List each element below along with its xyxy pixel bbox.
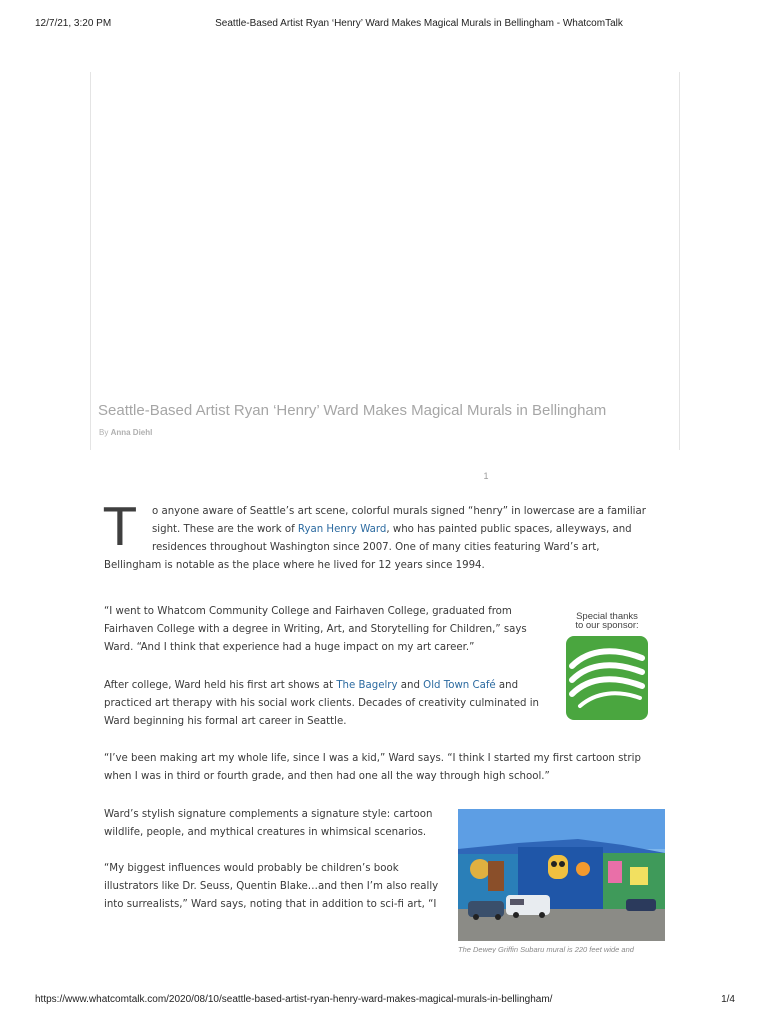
print-header bbox=[0, 18, 768, 32]
link-the-bagelry[interactable]: The Bagelry bbox=[336, 680, 398, 691]
paragraph-signature-style: Ward’s stylish signature complements a signature style: cartoon wildlife, people, and mythical creatures in whimsical scenarios. bbox=[104, 809, 433, 838]
sponsor-label-line1: Special thanks bbox=[576, 611, 638, 622]
drop-cap: T bbox=[104, 498, 136, 558]
paragraph-influences: “My biggest influences would probably be children’s book illustrators like Dr. Seuss, Quentin Blake…and then I’m also really into surrealists,” Ward says, noting that in addition to sci-fi art, “I bbox=[104, 863, 439, 910]
shows-text-1: After college, Ward held his first art shows at bbox=[104, 680, 337, 691]
intro-text-2: , who has painted public spaces, alleyways, and residences throughout Washington since 2007. One of many cities featuring Ward’s art, bbox=[152, 524, 632, 553]
mural-photo bbox=[458, 809, 665, 941]
paragraph-quote-college: “I went to Whatcom Community College and Fairhaven College, graduated from Fairhaven College with a degree in Writing, Art, and Storytelling for Children,” says Ward. “And I think that experience had a huge impact on my art career.” bbox=[104, 606, 527, 653]
author-link[interactable]: Anna Diehl bbox=[110, 428, 153, 437]
link-ryan-henry-ward[interactable]: Ryan Henry Ward bbox=[297, 524, 387, 535]
sponsor-logo[interactable] bbox=[566, 636, 648, 720]
byline bbox=[99, 428, 152, 437]
paragraph-first-shows bbox=[104, 677, 544, 731]
sponsor-label-line2: to our sponsor: bbox=[575, 620, 639, 631]
print-page-number: 1/4 bbox=[721, 994, 735, 1005]
page-indicator[interactable]: 1 bbox=[483, 471, 489, 481]
intro-text-1: o anyone aware of Seattle’s art scene, colorful murals signed “henry” in lowercase are a familiar sight. These are the work of bbox=[152, 506, 646, 535]
hero-image-area bbox=[90, 72, 680, 450]
link-old-town-cafe[interactable]: Old Town Café bbox=[423, 680, 496, 691]
print-page-title: Seattle-Based Artist Ryan ‘Henry’ Ward Makes Magical Murals in Bellingham - WhatcomTalk bbox=[215, 18, 623, 29]
article-title: Seattle-Based Artist Ryan ‘Henry’ Ward Makes Magical Murals in Bellingham bbox=[98, 402, 607, 419]
print-url: https://www.whatcomtalk.com/2020/08/10/seattle-based-artist-ryan-henry-ward-makes-magical-murals-in-bellingham/ bbox=[35, 994, 553, 1005]
shows-text-3: and practiced art therapy with his social work clients. Decades of creativity culminated in Ward beginning his formal art career in Seattle. bbox=[104, 680, 539, 727]
shows-text-2: and bbox=[397, 680, 424, 691]
sponsor-label bbox=[563, 612, 651, 630]
print-datetime: 12/7/21, 3:20 PM bbox=[35, 18, 112, 29]
paragraph-quote-childhood: “I’ve been making art my whole life, since I was a kid,” Ward says. “I think I started my first cartoon strip when I was in third or fourth grade, and then had one all the way through high school.” bbox=[104, 753, 641, 782]
byline-label: By bbox=[99, 428, 109, 437]
paragraph-intro-tail: Bellingham is notable as the place where he lived for 12 years since 1994. bbox=[104, 560, 485, 571]
print-footer bbox=[0, 994, 768, 1008]
photo-caption: The Dewey Griffin Subaru mural is 220 feet wide and bbox=[458, 945, 634, 953]
paragraph-intro bbox=[152, 503, 662, 557]
